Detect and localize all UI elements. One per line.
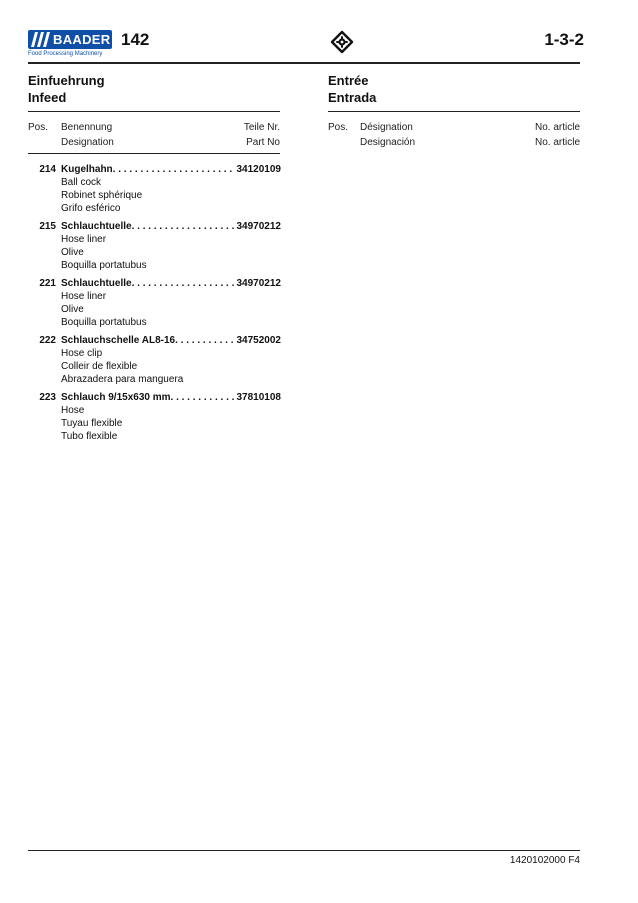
leader-dots — [175, 335, 234, 347]
baader-logo — [28, 30, 112, 61]
col-part-fr: No. article — [534, 122, 580, 133]
title-rule-right — [328, 111, 580, 112]
item-part-number: 34120109 — [236, 164, 281, 175]
spare-parts-emblem-icon — [330, 30, 354, 54]
item-name-fr: Tuyau flexible — [61, 418, 123, 429]
col-part-en: Part No — [246, 137, 280, 148]
item-name-es: Grifo esférico — [61, 203, 121, 214]
item-name-fr: Olive — [61, 247, 84, 258]
leader-dots — [171, 392, 235, 404]
item-name-de: Schlauch 9/15x630 mm — [61, 392, 171, 403]
title-de: Einfuehrung — [28, 73, 105, 88]
item-name-de: Schlauchtuelle — [61, 278, 132, 289]
item-position: 223 — [39, 392, 56, 403]
title-fr: Entrée — [328, 73, 369, 88]
item-part-number: 37810108 — [236, 392, 281, 403]
logo-text: BAADER — [53, 32, 111, 47]
logo-stripes-icon — [31, 32, 53, 47]
leader-dots — [113, 164, 235, 176]
item-name-de: Schlauchtuelle — [61, 221, 132, 232]
col-part-es: No. article — [534, 137, 580, 148]
item-part-number: 34970212 — [236, 278, 281, 289]
item-name-fr: Olive — [61, 304, 84, 315]
item-name-de: Schlauchschelle AL8-16 — [61, 335, 176, 346]
header-bottom-rule-left — [28, 153, 280, 154]
page-number: 142 — [121, 30, 150, 49]
col-name-es: Designación — [360, 137, 416, 148]
item-position: 214 — [39, 164, 56, 175]
item-name-es: Tubo flexible — [61, 431, 118, 442]
item-name-en: Hose liner — [61, 234, 107, 245]
col-name-fr: Désignation — [360, 122, 413, 133]
title-es: Entrada — [328, 90, 377, 105]
item-name-en: Ball cock — [61, 177, 102, 188]
item-name-en: Hose liner — [61, 291, 107, 302]
item-name-en: Hose — [61, 405, 85, 416]
item-name-fr: Robinet sphérique — [61, 190, 143, 201]
item-position: 222 — [39, 335, 56, 346]
item-position: 215 — [39, 221, 56, 232]
item-name-en: Hose clip — [61, 348, 103, 359]
col-name-en: Designation — [61, 137, 114, 148]
title-rule-left — [28, 111, 280, 112]
title-en: Infeed — [28, 90, 67, 105]
item-name-es: Boquilla portatubus — [61, 317, 147, 328]
col-name-de: Benennung — [61, 122, 113, 133]
item-name-fr: Colleir de flexible — [61, 361, 138, 372]
item-part-number: 34752002 — [236, 335, 281, 346]
item-part-number: 34970212 — [236, 221, 281, 232]
col-part-de: Teile Nr. — [243, 122, 280, 133]
leader-dots — [132, 278, 235, 290]
section-code: 1-3-2 — [544, 30, 584, 49]
logo-subtext: Food Processing Machinery — [28, 51, 103, 57]
header-rule — [28, 62, 580, 64]
footer-rule — [28, 850, 580, 851]
col-pos-right: Pos. — [328, 122, 349, 133]
leader-dots — [132, 221, 235, 233]
item-name-es: Abrazadera para manguera — [61, 374, 184, 385]
item-name-es: Boquilla portatubus — [61, 260, 147, 271]
item-position: 221 — [39, 278, 56, 289]
logo-bar — [28, 30, 112, 49]
col-pos-left: Pos. — [28, 122, 49, 133]
item-name-de: Kugelhahn — [61, 164, 113, 175]
document-number: 1420102000 F4 — [509, 855, 580, 866]
